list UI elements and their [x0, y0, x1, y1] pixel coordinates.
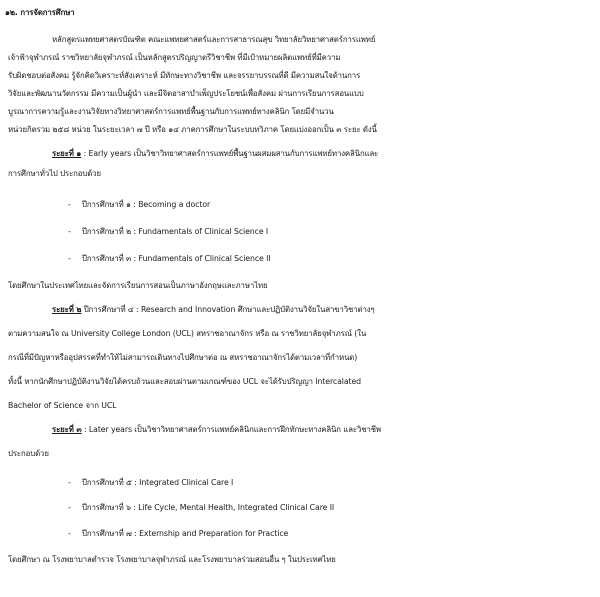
- stage-1-label: ระยะที่ ๑: [52, 149, 82, 158]
- stage-3-note: โดยศึกษา ณ โรงพยาบาลตำรวจ โรงพยาบาลจุฬาภรณ์ และโรงพยาบาลร่วมสอนอื่น ๆ ในประเทศไทย: [8, 555, 336, 564]
- list-item-text: ปีการศึกษาที่ ๓ : Fundamentals of Clinical Science II: [82, 254, 271, 263]
- stage-2-text-3: กรณีที่มีปัญหาหรืออุปสรรคที่ทำให้ไม่สามารถเดินทางไปศึกษาต่อ ณ สหราชอาณาจักรได้ตามเวลาที่กำหนด): [8, 353, 358, 362]
- section-title: ๑๒. การจัดการศึกษา: [5, 8, 75, 17]
- list-item-text: ปีการศึกษาที่ ๗ : Externship and Preparation for Practice: [82, 529, 289, 538]
- intro-line-5: บูรณาการความรู้และงานวิจัยทางวิทยาศาสตร์การแพทย์พื้นฐานกับการแพทย์ทางคลินิก โดยมีจำนวน: [8, 107, 334, 116]
- intro-line-6: หน่วยกิตรวม ๒๕๘ หน่วย ในระยะเวลา ๗ ปี หรือ ๑๔ ภาคการศึกษาในระบบทวิภาค โดยแบ่งออกเป็น ๓ ระยะ ดังนี้: [8, 125, 377, 134]
- list-item-text: ปีการศึกษาที่ ๖ : Life Cycle, Mental Health, Integrated Clinical Care II: [82, 503, 335, 512]
- intro-line-2: เจ้าฟ้าจุฬาภรณ์ ราชวิทยาลัยจุฬาภรณ์ เป็นหลักสูตรปริญญาตรีวิชาชีพ ที่มีเป้าหมายผลิตแพทย์ที่มีความ: [8, 53, 341, 62]
- list-item: [0, 196, 600, 214]
- list-item: [0, 223, 600, 241]
- stage-1-note: โดยศึกษาในประเทศไทยและจัดการเรียนการสอนเป็นภาษาอังกฤษและภาษาไทย: [8, 281, 268, 290]
- stage-2-text-2: ตามความสนใจ ณ University College London (UCL) สหราชอาณาจักร หรือ ณ ราชวิทยาลัยจุฬาภรณ์ (ใน: [8, 329, 367, 338]
- list-item: [0, 525, 600, 543]
- bullet-dash: -: [68, 200, 71, 209]
- stage-2-text-1: ปีการศึกษาที่ ๔ : Research and Innovation ศึกษาและปฏิบัติงานวิจัยในสาขาวิชาต่างๆ: [81, 305, 375, 314]
- list-item: [0, 250, 600, 268]
- intro-line-4: วิจัยและพัฒนานวัตกรรม มีความเป็นผู้นำ และมีจิตอาสาบำเพ็ญประโยชน์เพื่อสังคม ผ่านการเรียนการสอนแบบ: [8, 89, 364, 98]
- bullet-dash: -: [68, 254, 71, 263]
- intro-line-1: หลักสูตรแพทยศาสตรบัณฑิต คณะแพทยศาสตร์และการสาธารณสุข วิทยาลัยวิทยาศาสตร์การแพทย์: [52, 35, 376, 44]
- stage-1-text-2: การศึกษาทั่วไป ประกอบด้วย: [8, 169, 101, 178]
- bullet-dash: -: [68, 529, 71, 538]
- bullet-dash: -: [68, 227, 71, 236]
- list-item-text: ปีการศึกษาที่ ๑ : Becoming a doctor: [82, 200, 211, 209]
- list-item: [0, 499, 600, 517]
- bullet-dash: -: [68, 478, 71, 487]
- stage-3-line-1: [0, 421, 600, 439]
- stage-1-line-1: [0, 145, 600, 163]
- list-item-text: ปีการศึกษาที่ ๕ : Integrated Clinical Care I: [82, 478, 234, 487]
- stage-2-label: ระยะที่ ๒: [52, 305, 82, 314]
- intro-line-3: รับผิดชอบต่อสังคม รู้จักคิดวิเคราะห์สังเคราะห์ มีทักษะทางวิชาชีพ และจรรยาบรรณที่ดี มีความสนใจด้านการ: [8, 71, 361, 80]
- list-item-text: ปีการศึกษาที่ ๒ : Fundamentals of Clinical Science I: [82, 227, 269, 236]
- stage-2-line-1: [0, 301, 600, 319]
- stage-3-text-2: ประกอบด้วย: [8, 449, 49, 458]
- stage-3-label: ระยะที่ ๓: [52, 425, 82, 434]
- stage-2-text-4: ทั้งนี้ หากนักศึกษาปฏิบัติงานวิจัยได้ครบถ้วนและสอบผ่านตามเกณฑ์ของ UCL จะได้รับปริญญา Intercalated: [8, 377, 362, 386]
- stage-2-text-5: Bachelor of Science จาก UCL: [8, 401, 117, 410]
- list-item: [0, 474, 600, 492]
- stage-3-text-1: : Later years เป็นวิชาวิทยาศาสตร์การแพทย์คลินิกและการฝึกทักษะทางคลินิก และวิชาชีพ: [81, 425, 381, 434]
- bullet-dash: -: [68, 503, 71, 512]
- stage-1-text-1: : Early years เป็นวิชาวิทยาศาสตร์การแพทย์พื้นฐานผสมผสานกับการแพทย์ทางคลินิกและ: [81, 149, 379, 158]
